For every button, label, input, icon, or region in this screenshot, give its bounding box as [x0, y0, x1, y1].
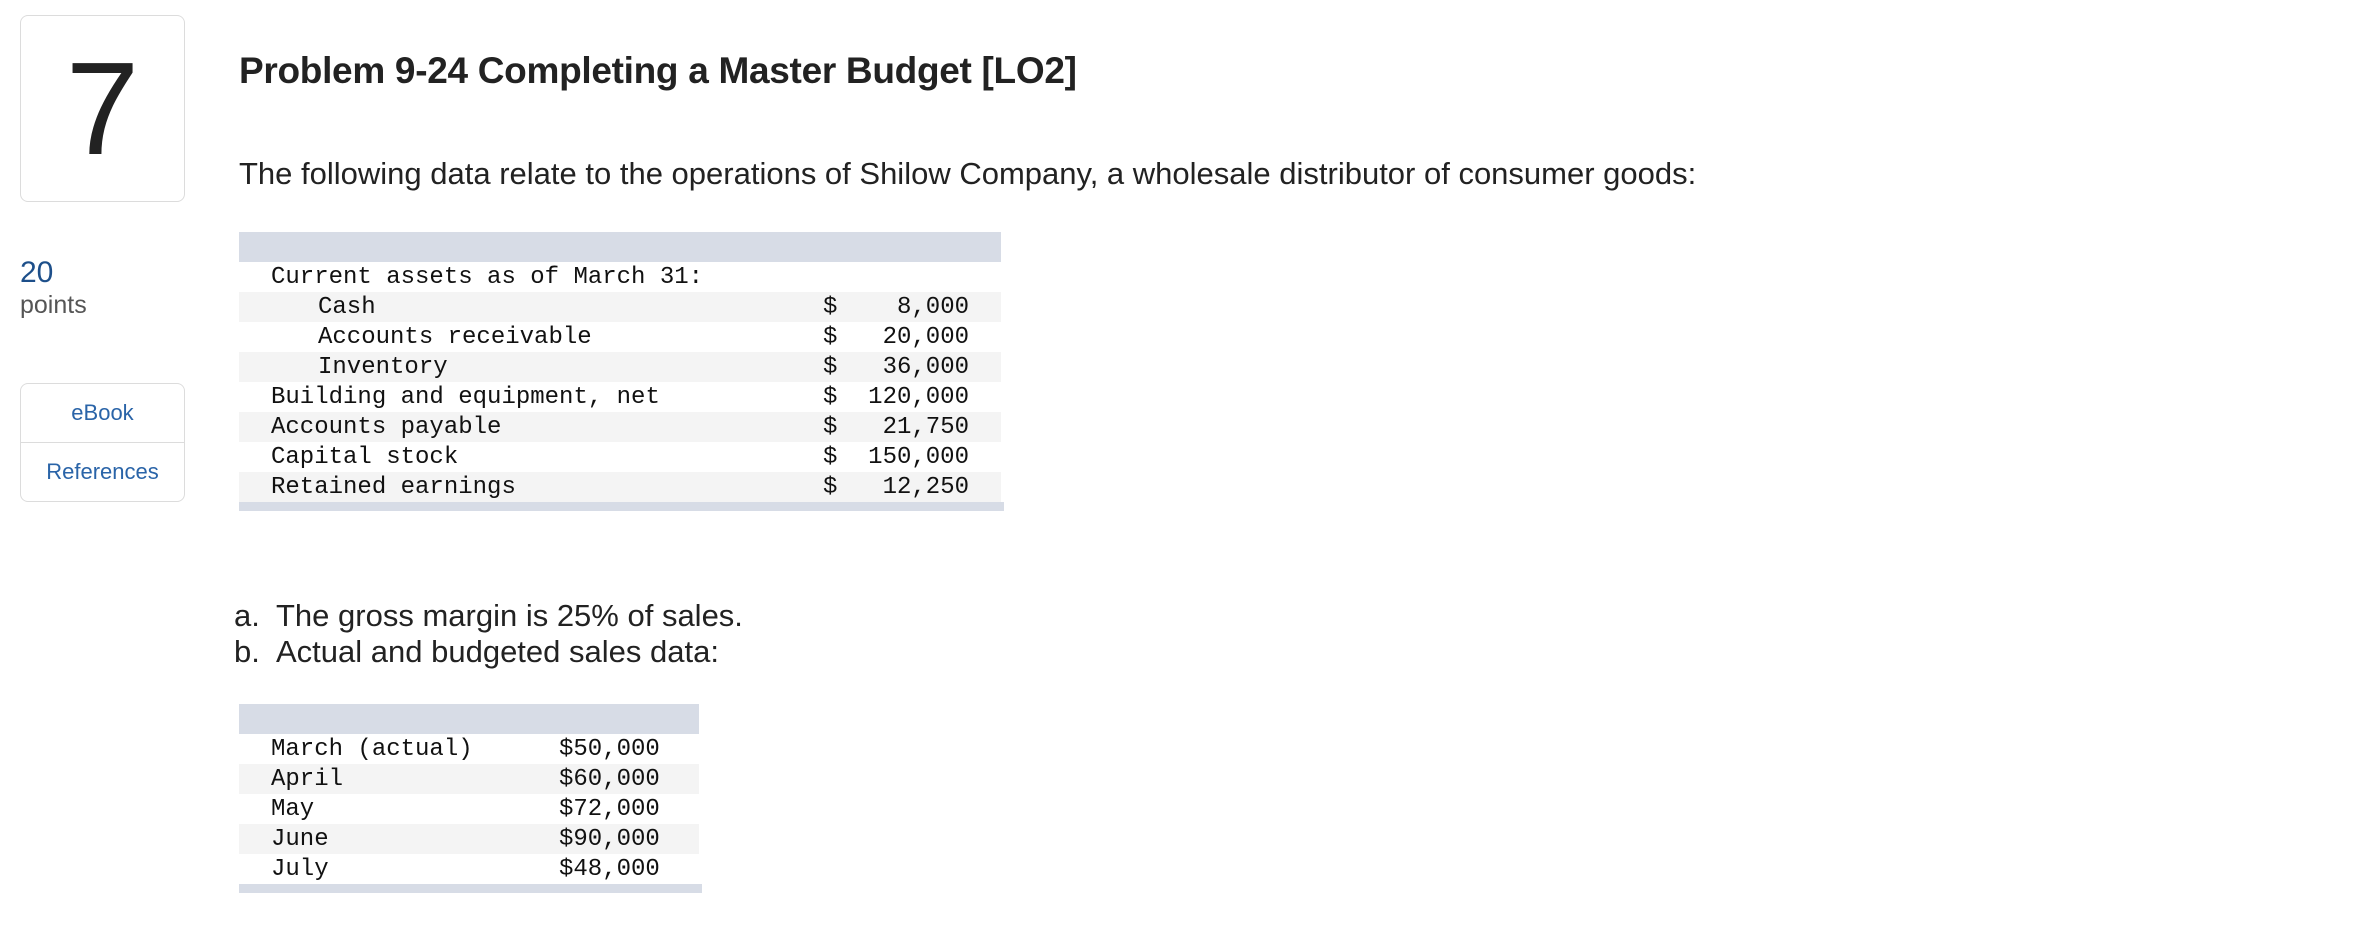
question-number: 7 — [20, 15, 185, 202]
row-label: Cash — [318, 293, 376, 321]
sales-amount: $50,000 — [559, 735, 660, 763]
table-header-bar — [239, 232, 1001, 262]
table-footer-bar — [239, 884, 702, 893]
points-value: 20 — [20, 256, 54, 289]
dollar-sign: $ — [823, 293, 838, 321]
month-label: June — [271, 825, 329, 853]
note-text: The gross margin is 25% of sales. — [276, 598, 743, 633]
month-label: May — [271, 795, 315, 823]
sales-amount: $60,000 — [559, 765, 660, 793]
sales-amount: $90,000 — [559, 825, 660, 853]
table-row — [239, 442, 1001, 472]
month-label: April — [271, 765, 344, 793]
problem-title: Problem 9-24 Completing a Master Budget [LO2] — [239, 50, 1077, 91]
dollar-sign: $ — [823, 323, 838, 351]
list-item — [234, 634, 743, 670]
dollar-sign: $ — [823, 383, 838, 411]
table-footer-bar — [239, 502, 1004, 511]
problem-notes — [234, 598, 743, 670]
list-marker: a. — [234, 598, 260, 633]
table-heading: Current assets as of March 31: — [271, 263, 704, 291]
table-row — [239, 412, 1001, 442]
row-amount: 12,250 — [882, 473, 969, 501]
row-amount: 8,000 — [896, 293, 969, 321]
row-label: Inventory — [318, 353, 448, 381]
dollar-sign: $ — [823, 353, 838, 381]
references-button[interactable]: References — [21, 442, 184, 501]
table-header-bar — [239, 704, 699, 734]
table-row — [239, 382, 1001, 412]
note-text: Actual and budgeted sales data: — [276, 634, 719, 669]
dollar-sign: $ — [823, 413, 838, 441]
table-row — [239, 764, 699, 794]
table-row — [239, 352, 1001, 382]
table-row — [239, 472, 1001, 502]
table-row — [239, 824, 699, 854]
balance-sheet-table — [239, 232, 1001, 511]
row-amount: 120,000 — [868, 383, 969, 411]
row-label: Accounts receivable — [318, 323, 592, 351]
month-label: July — [271, 855, 329, 883]
row-label: Capital stock — [271, 443, 459, 471]
row-label: Building and equipment, net — [271, 383, 660, 411]
sales-amount: $48,000 — [559, 855, 660, 883]
sales-data-table — [239, 704, 699, 893]
row-amount: 20,000 — [882, 323, 969, 351]
resource-links — [20, 383, 185, 502]
dollar-sign: $ — [823, 443, 838, 471]
points-label: points — [20, 291, 87, 319]
row-label: Accounts payable — [271, 413, 502, 441]
table-row — [239, 794, 699, 824]
table-row — [239, 734, 699, 764]
row-amount: 150,000 — [868, 443, 969, 471]
table-row — [239, 854, 699, 884]
table-row — [239, 292, 1001, 322]
dollar-sign: $ — [823, 473, 838, 501]
ebook-button[interactable]: eBook — [71, 400, 134, 425]
sales-amount: $72,000 — [559, 795, 660, 823]
row-amount: 21,750 — [882, 413, 969, 441]
month-label: March (actual) — [271, 735, 473, 763]
problem-intro: The following data relate to the operations of Shilow Company, a wholesale distributor of consumer goods: — [239, 156, 1697, 191]
list-item — [234, 598, 743, 634]
table-row — [239, 262, 1001, 292]
row-amount: 36,000 — [882, 353, 969, 381]
table-row — [239, 322, 1001, 352]
row-label: Retained earnings — [271, 473, 516, 501]
list-marker: b. — [234, 634, 260, 669]
